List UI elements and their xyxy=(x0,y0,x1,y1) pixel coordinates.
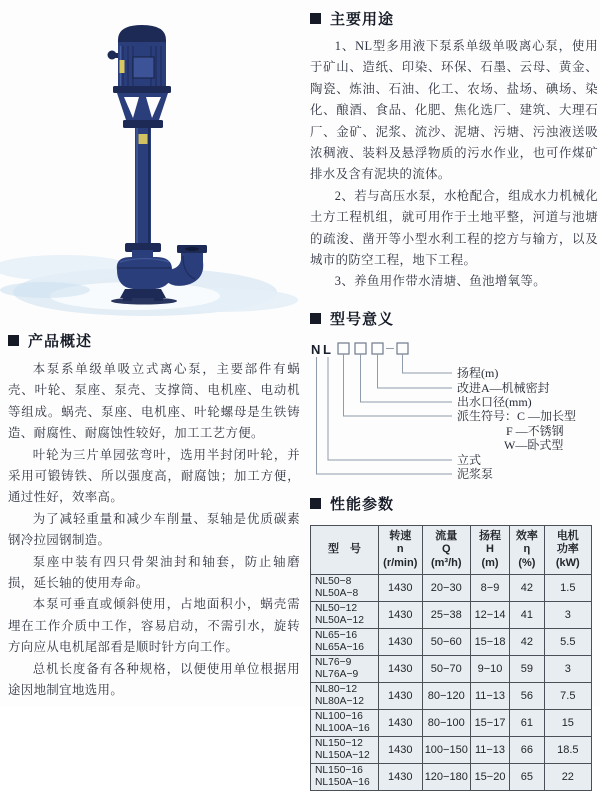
value-cell: 25−38 xyxy=(422,601,470,628)
column-header: 扬程 H (m) xyxy=(470,525,509,574)
value-cell: 50−60 xyxy=(422,628,470,655)
code-letter-N: N xyxy=(311,341,321,357)
value-cell: 100−150 xyxy=(422,736,470,763)
pump-volute xyxy=(117,243,172,289)
pipe-label-tag xyxy=(139,134,148,144)
code-slot-box xyxy=(372,343,383,354)
section-overview xyxy=(8,330,300,702)
model-cell: NL65−16 NL65A−16 xyxy=(311,628,379,655)
code-letter-L: L xyxy=(323,341,331,357)
overview-paragraph: 本泵系单级单吸立式离心泵，主要部件有蜗壳、叶轮、泵座、泵壳、支撑筒、电机座、电动机等组成。蜗壳、泵座、电机座、叶轮螺母是生铁铸造、耐腐性、耐腐蚀性较好，加工工艺方便。 xyxy=(8,362,300,441)
table-row xyxy=(311,655,592,682)
table-row xyxy=(311,601,592,628)
section-bullet-icon xyxy=(310,13,321,24)
value-cell: 42 xyxy=(510,574,544,601)
value-cell: 1430 xyxy=(378,736,422,763)
model-cell: NL50−12 NL50A−12 xyxy=(311,601,379,628)
section-bullet-icon xyxy=(8,335,19,346)
value-cell: 66 xyxy=(510,736,544,763)
code-slot-box xyxy=(397,343,408,354)
pump-column-pipe xyxy=(135,128,151,250)
diagram-label-slurry-pump: 泥浆泵 xyxy=(457,466,494,481)
overview-paragraph: 叶轮为三片单园弦弯叶，选用半封闭叶轮，并采用可锻铸铁、所以强度高，耐腐蚀；加工方便，通过性好，效率高。 xyxy=(8,447,300,505)
model-code-diagram xyxy=(310,337,598,487)
value-cell: 80−100 xyxy=(422,709,470,736)
value-cell: 56 xyxy=(510,682,544,709)
diagram-label-outlet-diameter: 出水口径(mm) xyxy=(457,394,532,409)
value-cell: 1430 xyxy=(378,763,422,790)
value-cell: 15−17 xyxy=(470,709,509,736)
value-cell: 20−30 xyxy=(422,574,470,601)
right-column xyxy=(310,8,598,791)
leader-line xyxy=(403,354,453,373)
value-cell: 59 xyxy=(510,655,544,682)
section-model-meaning xyxy=(310,308,598,487)
section-bullet-icon xyxy=(310,498,321,509)
value-cell: 3 xyxy=(544,655,591,682)
value-cell: 15−20 xyxy=(470,763,509,790)
main-uses-header xyxy=(310,8,598,29)
section-main-uses xyxy=(310,8,598,293)
table-row xyxy=(311,763,592,790)
value-cell: 11−13 xyxy=(470,736,509,763)
overview-header xyxy=(8,330,300,351)
value-cell: 61 xyxy=(510,709,544,736)
diagram-label-stainless: F —不锈钢 xyxy=(506,423,564,438)
value-cell: 1430 xyxy=(378,601,422,628)
column-header: 转速 n (r/min) xyxy=(378,525,422,574)
code-slot-box xyxy=(338,343,349,354)
leader-line xyxy=(344,354,453,416)
value-cell: 12−14 xyxy=(470,601,509,628)
value-cell: 8−9 xyxy=(470,574,509,601)
value-cell: 18.5 xyxy=(544,736,591,763)
diagram-label-improved-seal: 改进A—机械密封 xyxy=(457,380,550,395)
table-row xyxy=(311,736,592,763)
overview-paragraph: 总机长度备有各种规格，以便使用单位根据用途因地制宜地选用。 xyxy=(8,661,300,698)
overview-paragraph: 为了减轻重量和减少车削量、泵轴是优质碳素钢冷拉园钢制造。 xyxy=(8,511,300,548)
value-cell: 1430 xyxy=(378,709,422,736)
code-slot-box xyxy=(355,343,366,354)
motor-label-tag xyxy=(120,60,125,73)
value-cell: 5.5 xyxy=(544,628,591,655)
value-cell: 80−120 xyxy=(422,682,470,709)
table-row xyxy=(311,628,592,655)
value-cell: 7.5 xyxy=(544,682,591,709)
table-row xyxy=(311,709,592,736)
overview-title: 产品概述 xyxy=(28,333,93,350)
diagram-label-horizontal: W—卧式型 xyxy=(504,437,564,452)
value-cell: 15 xyxy=(544,709,591,736)
table-row xyxy=(311,682,592,709)
value-cell: 15−18 xyxy=(470,628,509,655)
value-cell: 50−70 xyxy=(422,655,470,682)
leader-line xyxy=(328,357,452,460)
diagram-label-head: 扬程(m) xyxy=(457,365,499,380)
column-header: 流量 Q (m³/h) xyxy=(422,525,470,574)
leader-line xyxy=(361,354,453,402)
model-cell: NL100−16 NL100A−16 xyxy=(311,709,379,736)
main-uses-paragraph: 2、若与高压水泵，水枪配合，组成水力机械化土方工程机组，就可用作于土地平整，河道与池塘的疏浚、凿开等小型水利工程的挖方与输方，以及城市的防空工程，地下工程。 xyxy=(310,188,598,268)
section-performance xyxy=(310,493,598,791)
diagram-label-vertical: 立式 xyxy=(457,452,482,467)
pump-illustration xyxy=(5,0,285,322)
main-uses-title: 主要用途 xyxy=(330,11,395,28)
table-row xyxy=(311,574,592,601)
main-uses-paragraph: 3、养鱼用作带水清塘、鱼池增氧等。 xyxy=(334,274,547,289)
leader-line xyxy=(378,354,453,388)
performance-title: 性能参数 xyxy=(330,495,395,513)
performance-table xyxy=(310,525,592,791)
model-cell: NL80−12 NL80A−12 xyxy=(311,682,379,709)
pump-support-bracket xyxy=(117,93,168,128)
overview-paragraph: 泵座中装有四只骨架油封和轴套，防止轴磨损，延长轴的使用寿命。 xyxy=(8,554,300,591)
performance-header xyxy=(310,493,598,514)
value-cell: 1430 xyxy=(378,574,422,601)
value-cell: 1.5 xyxy=(544,574,591,601)
pump-photo xyxy=(5,0,285,322)
value-cell: 3 xyxy=(544,601,591,628)
overview-paragraph: 本泵可垂直或倾斜使用，占地面积小，蜗壳需埋在工作介质中工作，容易启动，不需引水，旋转方向应从电机尾部看是顺时针方向工作。 xyxy=(8,597,300,655)
model-cell: NL50−8 NL50A−8 xyxy=(311,574,379,601)
value-cell: 41 xyxy=(510,601,544,628)
value-cell: 1430 xyxy=(378,682,422,709)
value-cell: 42 xyxy=(510,628,544,655)
performance-table-body xyxy=(311,574,592,790)
model-cell: NL150−16 NL150A−16 xyxy=(311,763,379,790)
value-cell: 11−13 xyxy=(470,682,509,709)
section-bullet-icon xyxy=(310,313,321,324)
model-cell: NL76−9 NL76A−9 xyxy=(311,655,379,682)
value-cell: 9−10 xyxy=(470,655,509,682)
value-cell: 1430 xyxy=(378,628,422,655)
column-header: 型 号 xyxy=(311,525,379,574)
performance-table-head-row xyxy=(311,525,592,574)
value-cell: 65 xyxy=(510,763,544,790)
model-meaning-header xyxy=(310,308,598,329)
column-header: 效率 η (%) xyxy=(510,525,544,574)
model-meaning-title: 型号意义 xyxy=(330,310,395,328)
value-cell: 120−180 xyxy=(422,763,470,790)
value-cell: 1430 xyxy=(378,655,422,682)
diagram-label-derived-symbol: 派生符号：C —加长型 xyxy=(457,408,577,423)
pump-motor xyxy=(108,25,172,93)
model-cell: NL150−12 NL150A−12 xyxy=(311,736,379,763)
main-uses-paragraph: 1、NL型多用液下泵系单级单吸离心泵，使用于矿山、造纸、印染、环保、石墨、云母、黄金、陶瓷、炼油、石油、化工、农场、盐场、碘场、染化、酿酒、食品、化肥、焦化选厂、建筑、大理石厂、金矿、泥浆、流沙、泥塘、污塘、污浊液送吸浓稠液、装料及悬浮物质的污水作业，也可作煤矿排水及含有泥块的流体。 xyxy=(310,39,598,182)
value-cell: 22 xyxy=(544,763,591,790)
column-header: 电机 功率 (kW) xyxy=(544,525,591,574)
